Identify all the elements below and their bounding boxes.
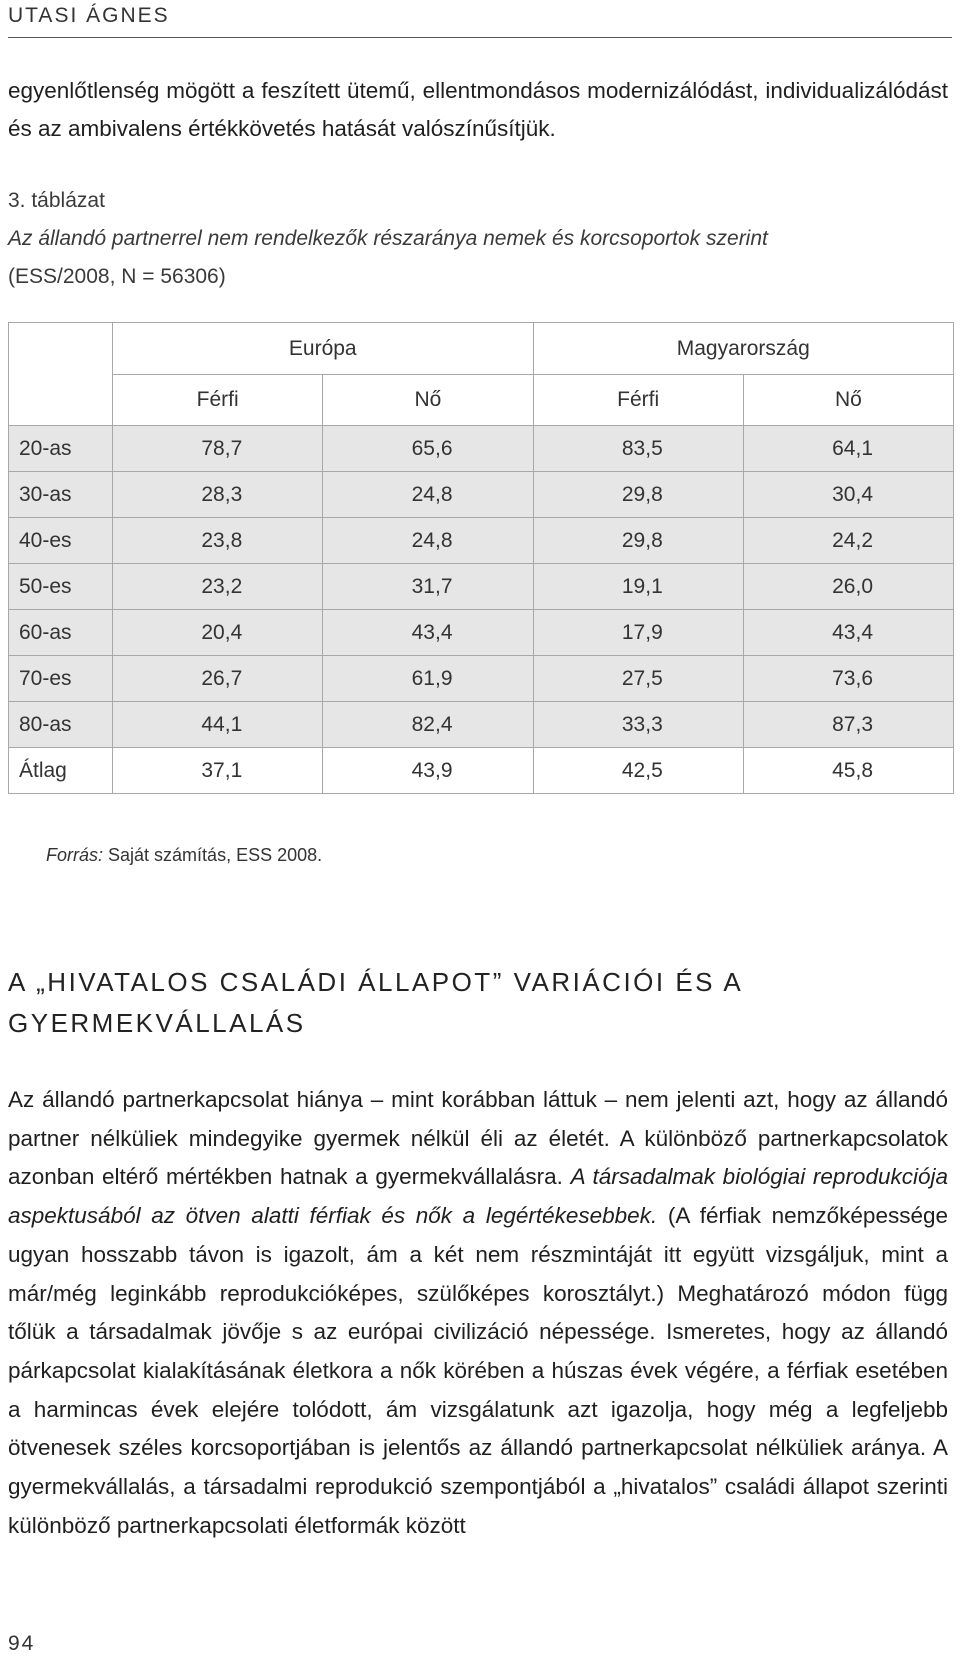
row-label: Átlag bbox=[9, 748, 113, 794]
header-divider bbox=[8, 37, 952, 38]
table-row bbox=[9, 426, 954, 472]
cell-value: 26,0 bbox=[743, 564, 953, 610]
row-label: 70-es bbox=[9, 656, 113, 702]
cell-value: 26,7 bbox=[113, 656, 323, 702]
cell-value: 87,3 bbox=[743, 702, 953, 748]
cell-value: 24,2 bbox=[743, 518, 953, 564]
table-row bbox=[9, 610, 954, 656]
cell-value: 24,8 bbox=[323, 518, 533, 564]
row-label: 20-as bbox=[9, 426, 113, 472]
body-text-emphasis: A társadalmak biológiai reprodukciója aspektusából az ötven alatti férfiak és nők a legértékesebbek. bbox=[8, 1164, 948, 1229]
cell-value: 23,8 bbox=[113, 518, 323, 564]
row-label: 50-es bbox=[9, 564, 113, 610]
table-note: (ESS/2008, N = 56306) bbox=[8, 265, 226, 288]
group-header-hungary: Magyarország bbox=[533, 323, 954, 375]
subheader-hungary-female: Nő bbox=[743, 375, 953, 426]
table-row-average bbox=[9, 748, 954, 794]
table-title: Az állandó partnerrel nem rendelkezők részaránya nemek és korcsoportok szerint bbox=[8, 227, 768, 250]
body-text-part3: (A férfiak nemzőképessége ugyan hosszabb távon is igazolt, ám a két nem részmintáját itt együtt vizsgáljuk, mint a már/még leginkább reprodukcióképes, szülőképes korosztályt.) Meghatározó módon függ tőlük a társadalmak jövője s az európai civilizáció népessége. Ismeretes, hogy az állandó párkapcsolat kialakításának életkora a nők körében a húszas évek végére, a férfiak esetében a harmincas évek elejére tolódott, ám vizsgálatunk azt igazolja, hogy még a legfeljebb ötvenesek széles korcsoportjában is jelentős az állandó partnerkapcsolat nélküliek aránya. A gyermekvállalás, a társadalmi reprodukció szempontjából a „hivatalos” családi állapot szerinti különböző partnerkapcsolati életformák között bbox=[8, 1203, 949, 1538]
subheader-europe-female: Nő bbox=[323, 375, 533, 426]
cell-value: 29,8 bbox=[533, 518, 743, 564]
cell-value: 44,1 bbox=[113, 702, 323, 748]
table-group-header-row bbox=[9, 323, 954, 375]
table-subheader-row bbox=[9, 375, 954, 426]
cell-value: 65,6 bbox=[323, 426, 533, 472]
table-source bbox=[46, 845, 322, 866]
intro-paragraph: egyenlőtlenség mögött a feszített ütemű, ellentmondásos modernizálódást, individualizálódást és az ambivalens értékkövetés hatását valószínűsítjük. bbox=[8, 78, 948, 141]
group-header-europe: Európa bbox=[113, 323, 534, 375]
data-table bbox=[8, 322, 954, 794]
cell-value: 64,1 bbox=[743, 426, 953, 472]
cell-value: 17,9 bbox=[533, 610, 743, 656]
cell-value: 24,8 bbox=[323, 472, 533, 518]
row-label: 80-as bbox=[9, 702, 113, 748]
table-corner-cell bbox=[9, 323, 113, 426]
section-heading: A „HIVATALOS CSALÁDI ÁLLAPOT” VARIÁCIÓI ÉS A GYERMEKVÁLLALÁS bbox=[8, 967, 742, 1038]
cell-value: 43,4 bbox=[743, 610, 953, 656]
cell-value: 61,9 bbox=[323, 656, 533, 702]
body-text-part1: Az állandó partnerkapcsolat hiánya – mint korábban láttuk – nem jelenti azt, hogy az állandó partner nélküliek mindegyike gyermek nélkül éli az életét. A különböző partnerkapcsolatok azonban eltérő mértékben hatnak a gyermekvállalásra. bbox=[8, 1087, 948, 1190]
subheader-hungary-male: Férfi bbox=[533, 375, 743, 426]
cell-value: 42,5 bbox=[533, 748, 743, 794]
cell-value: 43,9 bbox=[323, 748, 533, 794]
table-row bbox=[9, 564, 954, 610]
page-number: 94 bbox=[8, 1632, 36, 1655]
cell-value: 82,4 bbox=[323, 702, 533, 748]
table-caption bbox=[8, 182, 948, 296]
body-paragraph bbox=[8, 1081, 948, 1545]
cell-value: 19,1 bbox=[533, 564, 743, 610]
cell-value: 28,3 bbox=[113, 472, 323, 518]
cell-value: 83,5 bbox=[533, 426, 743, 472]
cell-value: 73,6 bbox=[743, 656, 953, 702]
cell-value: 45,8 bbox=[743, 748, 953, 794]
cell-value: 27,5 bbox=[533, 656, 743, 702]
table-row bbox=[9, 518, 954, 564]
cell-value: 29,8 bbox=[533, 472, 743, 518]
row-label: 40-es bbox=[9, 518, 113, 564]
row-label: 30-as bbox=[9, 472, 113, 518]
table-number: 3. táblázat bbox=[8, 189, 105, 212]
cell-value: 31,7 bbox=[323, 564, 533, 610]
running-head: UTASI ÁGNES bbox=[8, 4, 170, 27]
subheader-europe-male: Férfi bbox=[113, 375, 323, 426]
table-row bbox=[9, 702, 954, 748]
cell-value: 23,2 bbox=[113, 564, 323, 610]
cell-value: 78,7 bbox=[113, 426, 323, 472]
table-row bbox=[9, 656, 954, 702]
cell-value: 30,4 bbox=[743, 472, 953, 518]
cell-value: 20,4 bbox=[113, 610, 323, 656]
table-row bbox=[9, 472, 954, 518]
source-text: Saját számítás, ESS 2008. bbox=[103, 845, 323, 865]
cell-value: 33,3 bbox=[533, 702, 743, 748]
row-label: 60-as bbox=[9, 610, 113, 656]
source-label: Forrás: bbox=[46, 845, 104, 865]
cell-value: 37,1 bbox=[113, 748, 323, 794]
cell-value: 43,4 bbox=[323, 610, 533, 656]
